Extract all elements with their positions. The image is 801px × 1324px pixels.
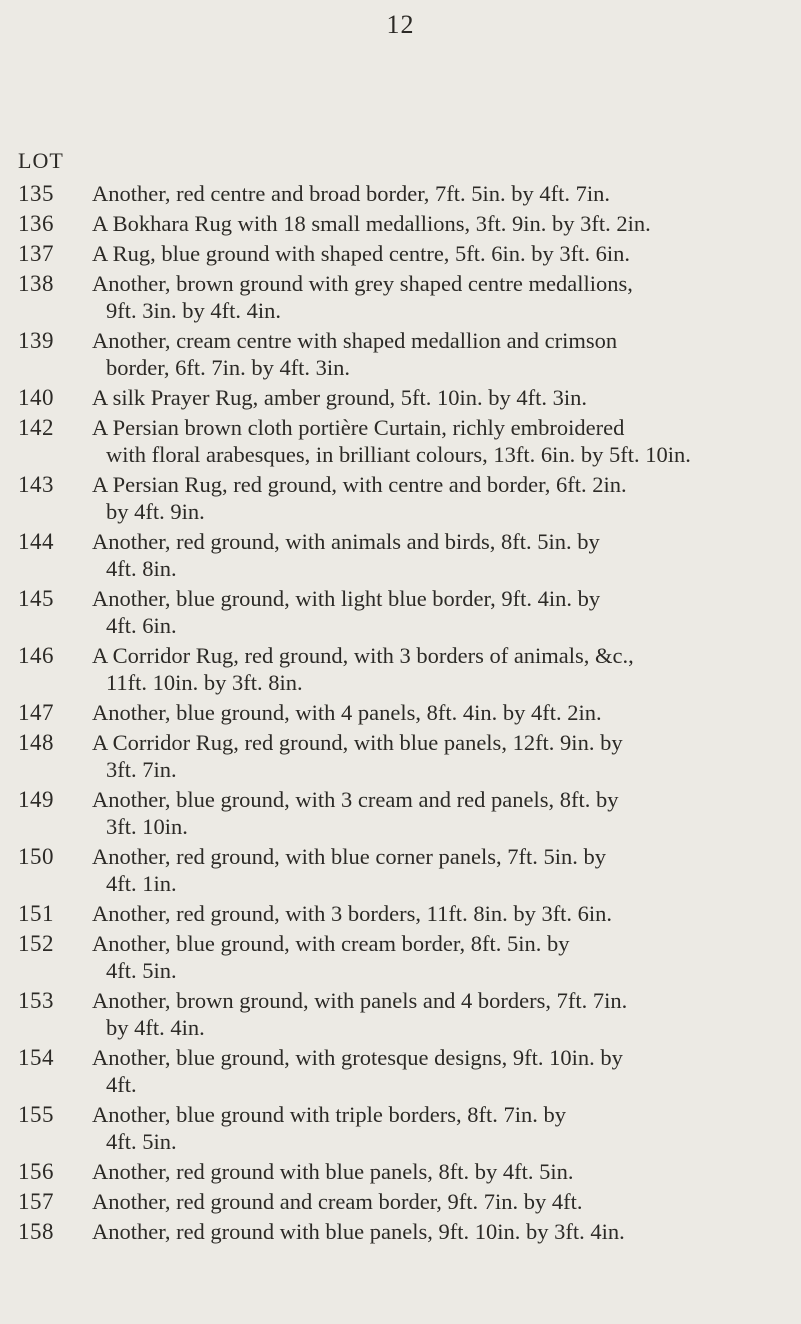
lot-description: Another, blue ground, with 4 panels, 8ft. 4in. by 4ft. 2in. xyxy=(92,700,602,725)
lot-number: 151 xyxy=(18,901,54,926)
lot-number: 157 xyxy=(18,1189,54,1214)
lot-description: Another, red ground, with 3 borders, 11ft. 8in. by 3ft. 6in. xyxy=(92,901,613,926)
lot-number: 135 xyxy=(18,181,54,206)
lot-number: 148 xyxy=(18,730,54,755)
lot-157 xyxy=(18,1188,788,1215)
lot-description: Another, red ground, with animals and birds, 8ft. 5in. by 4ft. 8in. xyxy=(92,529,600,581)
lot-156 xyxy=(18,1158,788,1185)
lot-139 xyxy=(18,327,788,381)
lot-description: Another, blue ground, with light blue border, 9ft. 4in. by 4ft. 6in. xyxy=(92,586,601,638)
lot-number: 149 xyxy=(18,787,54,812)
lot-description: A Bokhara Rug with 18 small medallions, 3ft. 9in. by 3ft. 2in. xyxy=(92,211,651,236)
lot-description: Another, brown ground with grey shaped centre medallions, 9ft. 3in. by 4ft. 4in. xyxy=(92,271,633,323)
lot-description: Another, blue ground, with 3 cream and red panels, 8ft. by 3ft. 10in. xyxy=(92,787,619,839)
lot-description: Another, brown ground, with panels and 4 borders, 7ft. 7in. by 4ft. 4in. xyxy=(92,988,628,1040)
lot-number: 154 xyxy=(18,1045,54,1070)
lot-description: Another, red ground with blue panels, 9ft. 10in. by 3ft. 4in. xyxy=(92,1219,625,1244)
lot-description: A Corridor Rug, red ground, with 3 borders of animals, &c., 11ft. 10in. by 3ft. 8in. xyxy=(92,643,634,695)
lot-147 xyxy=(18,699,788,726)
lot-description: A Corridor Rug, red ground, with blue panels, 12ft. 9in. by 3ft. 7in. xyxy=(92,730,623,782)
lot-description: Another, red ground, with blue corner panels, 7ft. 5in. by 4ft. 1in. xyxy=(92,844,606,896)
lot-number: 146 xyxy=(18,643,54,668)
lot-number: 152 xyxy=(18,931,54,956)
lot-153 xyxy=(18,987,788,1041)
lot-158 xyxy=(18,1218,788,1245)
lot-148 xyxy=(18,729,788,783)
lot-146 xyxy=(18,642,788,696)
lot-151 xyxy=(18,900,788,927)
lot-number: 145 xyxy=(18,586,54,611)
lot-155 xyxy=(18,1101,788,1155)
lot-150 xyxy=(18,843,788,897)
lot-description: A Persian Rug, red ground, with centre and border, 6ft. 2in. by 4ft. 9in. xyxy=(92,472,627,524)
lot-137 xyxy=(18,240,788,267)
lot-description: A Persian brown cloth portière Curtain, richly embroidered with floral arabesques, in brilliant colours, 13ft. 6in. by 5ft. 10in. xyxy=(92,415,691,467)
lot-description: Another, red centre and broad border, 7ft. 5in. by 4ft. 7in. xyxy=(92,181,611,206)
lot-number: 138 xyxy=(18,271,54,296)
lot-138 xyxy=(18,270,788,324)
lot-154 xyxy=(18,1044,788,1098)
lot-number: 142 xyxy=(18,415,54,440)
lot-145 xyxy=(18,585,788,639)
lot-number: 140 xyxy=(18,385,54,410)
lot-description: Another, blue ground, with grotesque designs, 9ft. 10in. by 4ft. xyxy=(92,1045,623,1097)
lot-number: 137 xyxy=(18,241,54,266)
lot-description: Another, red ground and cream border, 9ft. 7in. by 4ft. xyxy=(92,1189,583,1214)
lot-description: Another, cream centre with shaped medallion and crimson border, 6ft. 7in. by 4ft. 3in. xyxy=(92,328,618,380)
lot-number: 153 xyxy=(18,988,54,1013)
lot-description: Another, blue ground with triple borders, 8ft. 7in. by 4ft. 5in. xyxy=(92,1102,567,1154)
lot-140 xyxy=(18,384,788,411)
lot-number: 155 xyxy=(18,1102,54,1127)
lot-142 xyxy=(18,414,788,468)
lot-description: Another, blue ground, with cream border, 8ft. 5in. by 4ft. 5in. xyxy=(92,931,570,983)
lot-149 xyxy=(18,786,788,840)
lot-number: 143 xyxy=(18,472,54,497)
lot-152 xyxy=(18,930,788,984)
lot-136 xyxy=(18,210,788,237)
lot-description: Another, red ground with blue panels, 8ft. by 4ft. 5in. xyxy=(92,1159,574,1184)
lot-number: 144 xyxy=(18,529,54,554)
lot-143 xyxy=(18,471,788,525)
lot-number: 139 xyxy=(18,328,54,353)
lot-144 xyxy=(18,528,788,582)
lot-number: 150 xyxy=(18,844,54,869)
lot-column-header: LOT xyxy=(18,148,64,173)
lot-number: 156 xyxy=(18,1159,54,1184)
lot-description: A silk Prayer Rug, amber ground, 5ft. 10in. by 4ft. 3in. xyxy=(92,385,587,410)
lot-number: 136 xyxy=(18,211,54,236)
page-number: 12 xyxy=(386,10,415,39)
lot-number: 147 xyxy=(18,700,54,725)
lot-135 xyxy=(18,180,788,207)
lot-number: 158 xyxy=(18,1219,54,1244)
lot-description: A Rug, blue ground with shaped centre, 5ft. 6in. by 3ft. 6in. xyxy=(92,241,631,266)
